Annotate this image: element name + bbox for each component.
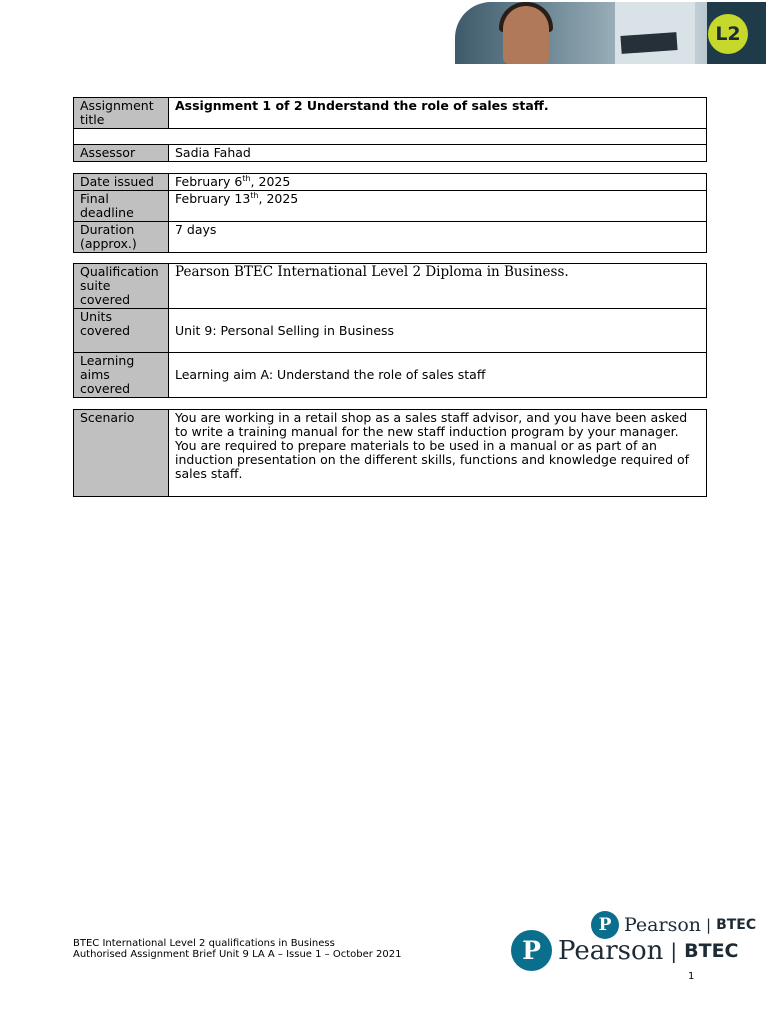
table-row bbox=[74, 353, 707, 398]
table-row bbox=[74, 174, 707, 191]
level-badge: L2 bbox=[708, 14, 748, 54]
final-deadline-suffix: th bbox=[250, 190, 259, 200]
date-issued-value bbox=[169, 174, 707, 191]
final-deadline-year: , 2025 bbox=[258, 191, 299, 206]
assignment-table bbox=[73, 97, 707, 162]
assignment-title-value: Assignment 1 of 2 Understand the role of sales staff. bbox=[169, 98, 707, 129]
scenario-table bbox=[73, 409, 707, 497]
units-label: Units covered bbox=[74, 309, 169, 353]
qualification-label: Qualification suite covered bbox=[74, 264, 169, 309]
logo-separator: | bbox=[670, 938, 678, 963]
table-row bbox=[74, 222, 707, 253]
empty-cell bbox=[74, 129, 707, 145]
scenario-label: Scenario bbox=[74, 410, 169, 497]
qualification-value: Pearson BTEC International Level 2 Diploma in Business. bbox=[169, 264, 707, 309]
assessor-value: Sadia Fahad bbox=[169, 145, 707, 162]
footer bbox=[73, 938, 402, 960]
final-deadline-day: February 13 bbox=[175, 191, 251, 206]
table-row bbox=[74, 264, 707, 309]
final-deadline-label: Final deadline bbox=[74, 191, 169, 222]
learning-aims-value: Learning aim A: Understand the role of sales staff bbox=[169, 353, 707, 398]
pearson-wordmark: Pearson bbox=[624, 914, 702, 936]
table-row bbox=[74, 98, 707, 129]
page-number: 1 bbox=[688, 971, 695, 982]
learning-aims-label: Learning aims covered bbox=[74, 353, 169, 398]
footer-line-1: BTEC International Level 2 qualifications in Business bbox=[73, 938, 335, 949]
logo-separator: | bbox=[706, 916, 712, 934]
units-value: Unit 9: Personal Selling in Business bbox=[169, 309, 707, 353]
table-row bbox=[74, 191, 707, 222]
btec-wordmark: BTEC bbox=[716, 917, 757, 933]
scenario-value: You are working in a retail shop as a sales staff advisor, and you have been asked to write a training manual for the new staff induction program by your manager. You are required to prepare materials to be used in a manual or as part of an induction presentation on the different skills, functions and knowledge required of sales staff. bbox=[169, 410, 707, 497]
pearson-mark-icon: P bbox=[511, 930, 552, 971]
date-issued-label: Date issued bbox=[74, 174, 169, 191]
btec-wordmark: BTEC bbox=[684, 939, 739, 962]
banner-person bbox=[503, 6, 549, 64]
pearson-mark-icon: P bbox=[591, 911, 619, 939]
footer-line-2: Authorised Assignment Brief Unit 9 LA A – Issue 1 – October 2021 bbox=[73, 949, 402, 960]
table-row bbox=[74, 309, 707, 353]
date-issued-suffix: th bbox=[242, 173, 251, 183]
qualification-table bbox=[73, 263, 707, 398]
assignment-title-label: Assignment title bbox=[74, 98, 169, 129]
table-row-empty bbox=[74, 129, 707, 145]
pearson-wordmark: Pearson bbox=[558, 935, 664, 966]
pearson-btec-logo-large bbox=[511, 930, 739, 971]
date-issued-day: February 6 bbox=[175, 174, 243, 189]
duration-label: Duration (approx.) bbox=[74, 222, 169, 253]
date-issued-year: , 2025 bbox=[250, 174, 291, 189]
duration-value: 7 days bbox=[169, 222, 707, 253]
final-deadline-value bbox=[169, 191, 707, 222]
dates-table bbox=[73, 173, 707, 253]
table-row bbox=[74, 145, 707, 162]
assessor-label: Assessor bbox=[74, 145, 169, 162]
table-row bbox=[74, 410, 707, 497]
